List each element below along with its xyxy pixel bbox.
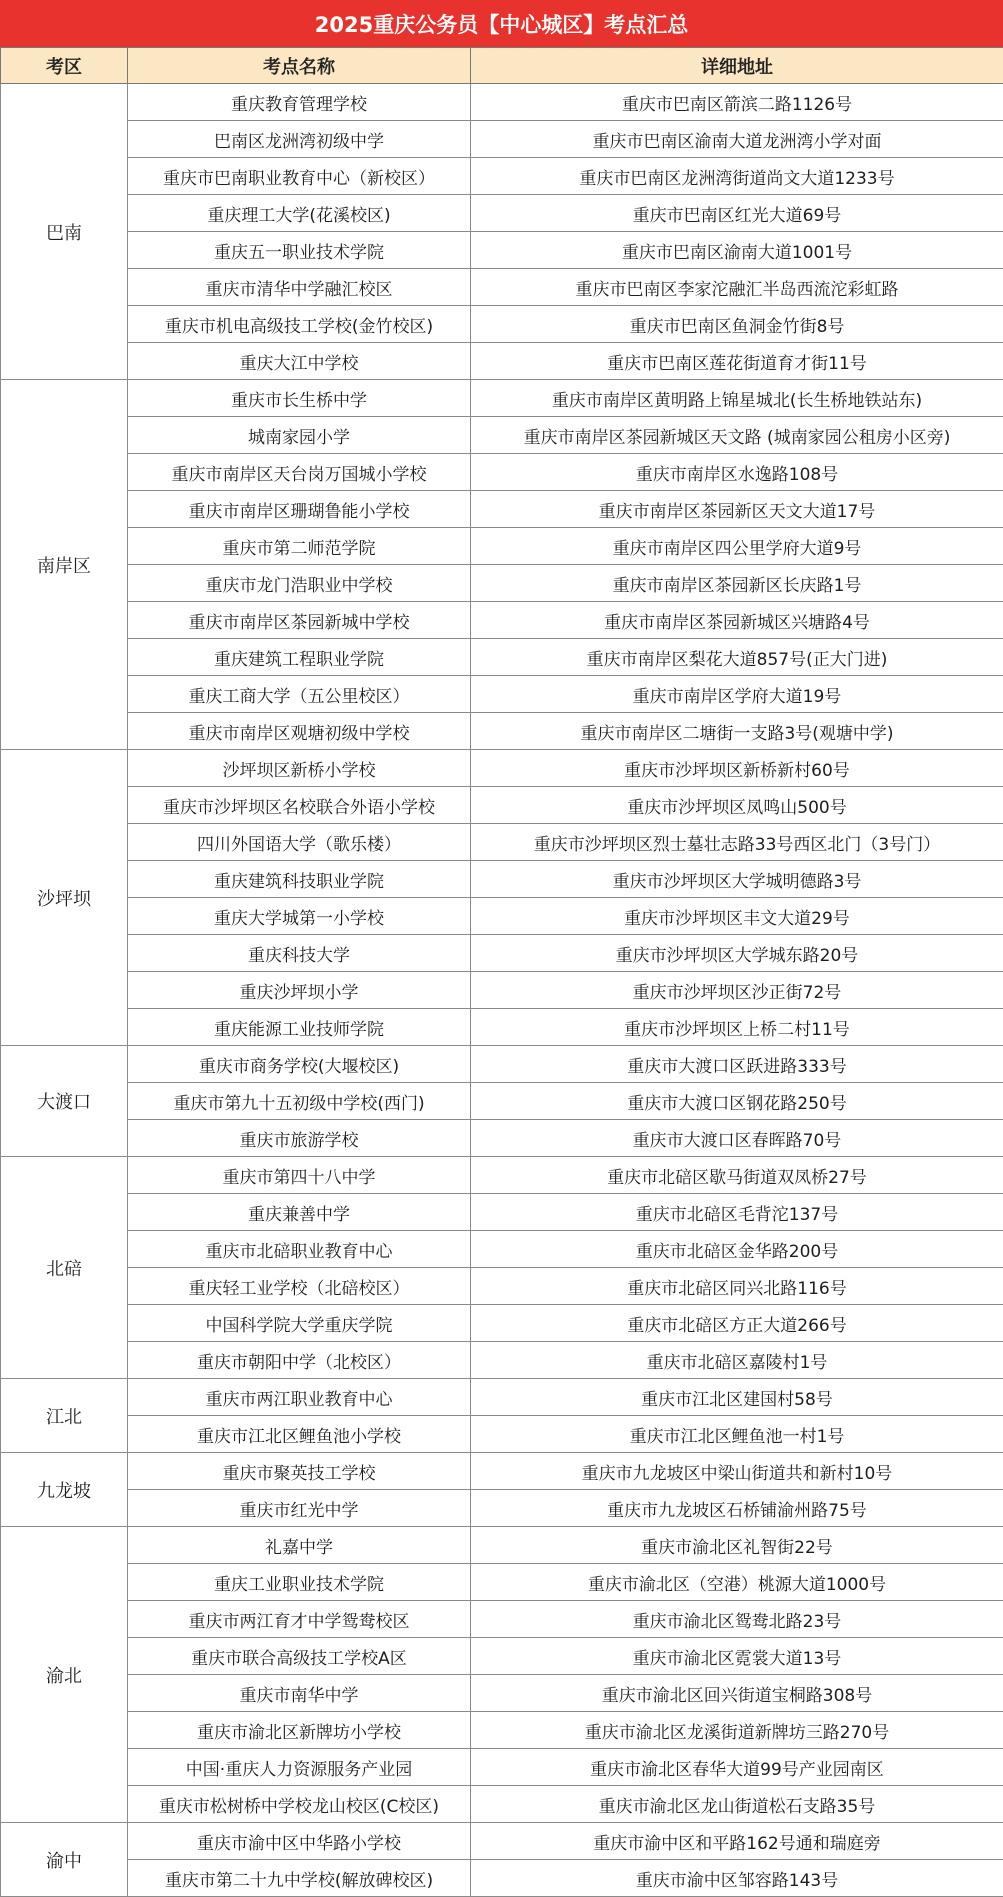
address-cell: 重庆市北碚区方正大道266号 xyxy=(471,1305,1003,1342)
address-cell: 重庆市沙坪坝区丰文大道29号 xyxy=(471,898,1003,935)
site-name-cell: 城南家园小学 xyxy=(128,417,471,454)
address-cell: 重庆市巴南区李家沱融汇半岛西流沱彩虹路 xyxy=(471,269,1003,306)
exam-sites-table xyxy=(0,47,1003,1897)
table-row xyxy=(1,1564,1003,1601)
table-row xyxy=(1,1712,1003,1749)
district-cell: 大渡口 xyxy=(1,1046,128,1157)
table-row xyxy=(1,602,1003,639)
table-row xyxy=(1,528,1003,565)
site-name-cell: 重庆市两江育才中学鸳鸯校区 xyxy=(128,1601,471,1638)
site-name-cell: 重庆大学城第一小学校 xyxy=(128,898,471,935)
table-row xyxy=(1,1268,1003,1305)
address-cell: 重庆市渝北区回兴街道宝桐路308号 xyxy=(471,1675,1003,1712)
site-name-cell: 重庆市红光中学 xyxy=(128,1490,471,1527)
table-row xyxy=(1,1009,1003,1046)
district-cell: 沙坪坝 xyxy=(1,750,128,1046)
address-cell: 重庆市南岸区茶园新区天文大道17号 xyxy=(471,491,1003,528)
address-cell: 重庆市九龙坡区中梁山街道共和新村10号 xyxy=(471,1453,1003,1490)
site-name-cell: 中国·重庆人力资源服务产业园 xyxy=(128,1749,471,1786)
address-cell: 重庆市大渡口区跃进路333号 xyxy=(471,1046,1003,1083)
site-name-cell: 重庆能源工业技师学院 xyxy=(128,1009,471,1046)
address-cell: 重庆市巴南区箭滨二路1126号 xyxy=(471,84,1003,121)
site-name-cell: 重庆教育管理学校 xyxy=(128,84,471,121)
site-name-cell: 巴南区龙洲湾初级中学 xyxy=(128,121,471,158)
header-address: 详细地址 xyxy=(471,48,1003,84)
table-row xyxy=(1,491,1003,528)
site-name-cell: 重庆市两江职业教育中心 xyxy=(128,1379,471,1416)
address-cell: 重庆市渝北区霓裳大道13号 xyxy=(471,1638,1003,1675)
site-name-cell: 礼嘉中学 xyxy=(128,1527,471,1564)
district-cell: 渝北 xyxy=(1,1527,128,1823)
site-name-cell: 重庆五一职业技术学院 xyxy=(128,232,471,269)
address-cell: 重庆市巴南区渝南大道龙洲湾小学对面 xyxy=(471,121,1003,158)
site-name-cell: 重庆市第二师范学院 xyxy=(128,528,471,565)
table-row xyxy=(1,1046,1003,1083)
address-cell: 重庆市沙坪坝区大学城明德路3号 xyxy=(471,861,1003,898)
header-district: 考区 xyxy=(1,48,128,84)
address-cell: 重庆市沙坪坝区凤鸣山500号 xyxy=(471,787,1003,824)
site-name-cell: 中国科学院大学重庆学院 xyxy=(128,1305,471,1342)
table-header-row xyxy=(1,48,1003,84)
table-row xyxy=(1,750,1003,787)
address-cell: 重庆市沙坪坝区新桥新村60号 xyxy=(471,750,1003,787)
address-cell: 重庆市巴南区鱼洞金竹街8号 xyxy=(471,306,1003,343)
address-cell: 重庆市沙坪坝区烈士墓壮志路33号西区北门（3号门） xyxy=(471,824,1003,861)
table-row xyxy=(1,232,1003,269)
table-row xyxy=(1,195,1003,232)
table-row xyxy=(1,787,1003,824)
address-cell: 重庆市沙坪坝区大学城东路20号 xyxy=(471,935,1003,972)
address-cell: 重庆市巴南区莲花街道育才街11号 xyxy=(471,343,1003,380)
site-name-cell: 重庆沙坪坝小学 xyxy=(128,972,471,1009)
site-name-cell: 重庆建筑科技职业学院 xyxy=(128,861,471,898)
address-cell: 重庆市渝中区邹容路143号 xyxy=(471,1860,1003,1897)
address-cell: 重庆市渝北区龙山街道松石支路35号 xyxy=(471,1786,1003,1823)
address-cell: 重庆市沙坪坝区沙正街72号 xyxy=(471,972,1003,1009)
address-cell: 重庆市巴南区红光大道69号 xyxy=(471,195,1003,232)
table-row xyxy=(1,121,1003,158)
site-name-cell: 重庆市聚英技工学校 xyxy=(128,1453,471,1490)
table-row xyxy=(1,1379,1003,1416)
site-name-cell: 重庆市联合高级技工学校A区 xyxy=(128,1638,471,1675)
site-name-cell: 重庆市南岸区天台岗万国城小学校 xyxy=(128,454,471,491)
district-cell: 北碚 xyxy=(1,1157,128,1379)
site-name-cell: 重庆市南华中学 xyxy=(128,1675,471,1712)
table-row xyxy=(1,269,1003,306)
table-row xyxy=(1,1749,1003,1786)
site-name-cell: 重庆市江北区鲤鱼池小学校 xyxy=(128,1416,471,1453)
table-row xyxy=(1,1823,1003,1860)
table-row xyxy=(1,639,1003,676)
address-cell: 重庆市巴南区龙洲湾街道尚文大道1233号 xyxy=(471,158,1003,195)
address-cell: 重庆市北碚区毛背沱137号 xyxy=(471,1194,1003,1231)
table-row xyxy=(1,417,1003,454)
site-name-cell: 重庆市长生桥中学 xyxy=(128,380,471,417)
table-row xyxy=(1,898,1003,935)
site-name-cell: 重庆市南岸区观塘初级中学校 xyxy=(128,713,471,750)
site-name-cell: 重庆工商大学（五公里校区） xyxy=(128,676,471,713)
site-name-cell: 重庆市渝北区新牌坊小学校 xyxy=(128,1712,471,1749)
table-row xyxy=(1,1305,1003,1342)
table-row xyxy=(1,1157,1003,1194)
table-row xyxy=(1,84,1003,121)
site-name-cell: 重庆建筑工程职业学院 xyxy=(128,639,471,676)
address-cell: 重庆市渝北区春华大道99号产业园南区 xyxy=(471,1749,1003,1786)
district-cell: 九龙坡 xyxy=(1,1453,128,1527)
table-row xyxy=(1,565,1003,602)
site-name-cell: 重庆市沙坪坝区名校联合外语小学校 xyxy=(128,787,471,824)
table-row xyxy=(1,1120,1003,1157)
site-name-cell: 重庆兼善中学 xyxy=(128,1194,471,1231)
table-row xyxy=(1,824,1003,861)
address-cell: 重庆市南岸区茶园新城区兴塘路4号 xyxy=(471,602,1003,639)
table-row xyxy=(1,1453,1003,1490)
site-name-cell: 重庆市机电高级技工学校(金竹校区) xyxy=(128,306,471,343)
site-name-cell: 重庆市渝中区中华路小学校 xyxy=(128,1823,471,1860)
address-cell: 重庆市南岸区梨花大道857号(正大门进) xyxy=(471,639,1003,676)
table-row xyxy=(1,713,1003,750)
table-row xyxy=(1,1860,1003,1897)
site-name-cell: 重庆市巴南职业教育中心（新校区） xyxy=(128,158,471,195)
address-cell: 重庆市南岸区学府大道19号 xyxy=(471,676,1003,713)
address-cell: 重庆市大渡口区春晖路70号 xyxy=(471,1120,1003,1157)
address-cell: 重庆市沙坪坝区上桥二村11号 xyxy=(471,1009,1003,1046)
table-row xyxy=(1,935,1003,972)
address-cell: 重庆市渝北区龙溪街道新牌坊三路270号 xyxy=(471,1712,1003,1749)
site-name-cell: 重庆市朝阳中学（北校区） xyxy=(128,1342,471,1379)
district-cell: 渝中 xyxy=(1,1823,128,1897)
district-cell: 江北 xyxy=(1,1379,128,1453)
address-cell: 重庆市渝北区礼智街22号 xyxy=(471,1527,1003,1564)
address-cell: 重庆市南岸区四公里学府大道9号 xyxy=(471,528,1003,565)
address-cell: 重庆市南岸区水逸路108号 xyxy=(471,454,1003,491)
table-row xyxy=(1,972,1003,1009)
site-name-cell: 重庆轻工业学校（北碚校区） xyxy=(128,1268,471,1305)
table-row xyxy=(1,454,1003,491)
table-row xyxy=(1,1601,1003,1638)
site-name-cell: 重庆市南岸区茶园新城中学校 xyxy=(128,602,471,639)
address-cell: 重庆市渝中区和平路162号通和瑞庭旁 xyxy=(471,1823,1003,1860)
table-row xyxy=(1,1638,1003,1675)
table-row xyxy=(1,306,1003,343)
address-cell: 重庆市渝北区鸳鸯北路23号 xyxy=(471,1601,1003,1638)
table-row xyxy=(1,1231,1003,1268)
address-cell: 重庆市巴南区渝南大道1001号 xyxy=(471,232,1003,269)
site-name-cell: 重庆市南岸区珊瑚鲁能小学校 xyxy=(128,491,471,528)
site-name-cell: 重庆市清华中学融汇校区 xyxy=(128,269,471,306)
site-name-cell: 重庆市第四十八中学 xyxy=(128,1157,471,1194)
address-cell: 重庆市南岸区黄明路上锦星城北(长生桥地铁站东) xyxy=(471,380,1003,417)
table-row xyxy=(1,1527,1003,1564)
site-name-cell: 重庆科技大学 xyxy=(128,935,471,972)
district-cell: 南岸区 xyxy=(1,380,128,750)
site-name-cell: 沙坪坝区新桥小学校 xyxy=(128,750,471,787)
table-row xyxy=(1,158,1003,195)
table-row xyxy=(1,1416,1003,1453)
site-name-cell: 重庆理工大学(花溪校区) xyxy=(128,195,471,232)
address-cell: 重庆市南岸区茶园新区长庆路1号 xyxy=(471,565,1003,602)
address-cell: 重庆市九龙坡区石桥铺渝州路75号 xyxy=(471,1490,1003,1527)
header-site-name: 考点名称 xyxy=(128,48,471,84)
table-row xyxy=(1,1675,1003,1712)
site-name-cell: 重庆市北碚职业教育中心 xyxy=(128,1231,471,1268)
table-row xyxy=(1,861,1003,898)
table-row xyxy=(1,1194,1003,1231)
address-cell: 重庆市渝北区（空港）桃源大道1000号 xyxy=(471,1564,1003,1601)
site-name-cell: 重庆市第九十五初级中学校(西门) xyxy=(128,1083,471,1120)
address-cell: 重庆市北碚区嘉陵村1号 xyxy=(471,1342,1003,1379)
district-cell: 巴南 xyxy=(1,84,128,380)
page-title: 2025重庆公务员【中心城区】考点汇总 xyxy=(0,0,1003,47)
site-name-cell: 重庆市商务学校(大堰校区) xyxy=(128,1046,471,1083)
address-cell: 重庆市北碚区同兴北路116号 xyxy=(471,1268,1003,1305)
table-row xyxy=(1,1342,1003,1379)
site-name-cell: 四川外国语大学（歌乐楼） xyxy=(128,824,471,861)
site-name-cell: 重庆市旅游学校 xyxy=(128,1120,471,1157)
table-row xyxy=(1,676,1003,713)
site-name-cell: 重庆工业职业技术学院 xyxy=(128,1564,471,1601)
site-name-cell: 重庆市第二十九中学校(解放碑校区) xyxy=(128,1860,471,1897)
address-cell: 重庆市南岸区茶园新城区天文路 (城南家园公租房小区旁) xyxy=(471,417,1003,454)
site-name-cell: 重庆市龙门浩职业中学校 xyxy=(128,565,471,602)
address-cell: 重庆市大渡口区钢花路250号 xyxy=(471,1083,1003,1120)
address-cell: 重庆市江北区鲤鱼池一村1号 xyxy=(471,1416,1003,1453)
table-row xyxy=(1,380,1003,417)
address-cell: 重庆市南岸区二塘街一支路3号(观塘中学) xyxy=(471,713,1003,750)
table-row xyxy=(1,1786,1003,1823)
site-name-cell: 重庆大江中学校 xyxy=(128,343,471,380)
table-row xyxy=(1,343,1003,380)
site-name-cell: 重庆市松树桥中学校龙山校区(C校区) xyxy=(128,1786,471,1823)
address-cell: 重庆市北碚区歇马街道双凤桥27号 xyxy=(471,1157,1003,1194)
table-row xyxy=(1,1083,1003,1120)
table-row xyxy=(1,1490,1003,1527)
table-body xyxy=(1,84,1003,1897)
address-cell: 重庆市江北区建国村58号 xyxy=(471,1379,1003,1416)
address-cell: 重庆市北碚区金华路200号 xyxy=(471,1231,1003,1268)
